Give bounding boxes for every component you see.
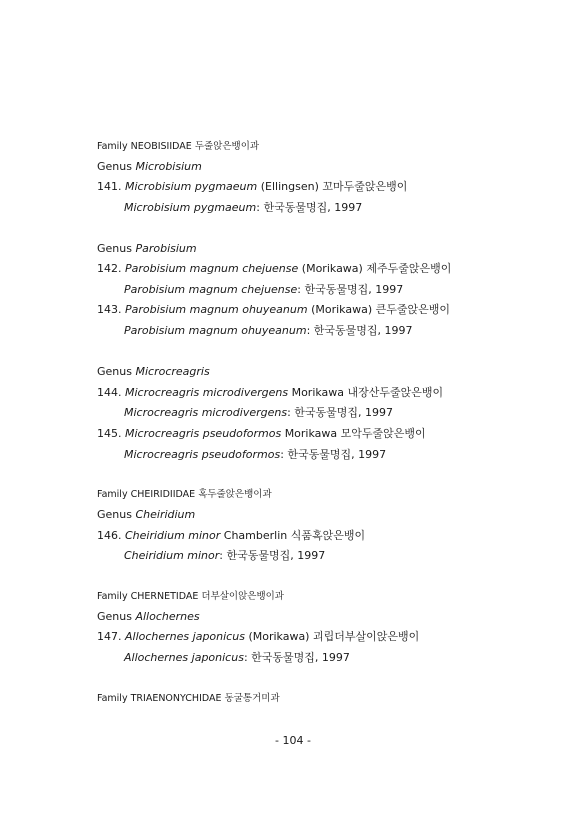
species-entry: 146. Cheiridium minor Chamberlin 식품혹앉은뱅이 [97, 529, 366, 542]
species-entry: 142. Parobisium magnum chejuense (Morikawa) 제주두줄앉은뱅이 [97, 262, 452, 275]
genus-heading: Genus Parobisium [97, 242, 197, 255]
species-entry: 143. Parobisium magnum ohuyeanum (Morikawa) 큰두줄앉은뱅이 [97, 303, 451, 316]
species-reference: Microcreagris microdivergens: 한국동물명집, 1997 [124, 406, 394, 419]
species-reference: Allochernes japonicus: 한국동물명집, 1997 [124, 651, 350, 664]
species-reference: Parobisium magnum ohuyeanum: 한국동물명집, 1997 [124, 324, 413, 337]
species-reference: Parobisium magnum chejuense: 한국동물명집, 1997 [124, 283, 404, 296]
species-entry: 147. Allochernes japonicus (Morikawa) 괴립더부살이앉은뱅이 [97, 630, 420, 643]
species-reference: Microbisium pygmaeum: 한국동물명집, 1997 [124, 201, 363, 214]
species-reference: Cheiridium minor: 한국동물명집, 1997 [124, 549, 326, 562]
species-entry: 141. Microbisium pygmaeum (Ellingsen) 꼬마두줄앉은뱅이 [97, 180, 408, 193]
genus-heading: Genus Microcreagris [97, 365, 210, 378]
genus-heading: Genus Microbisium [97, 160, 202, 173]
species-reference: Microcreagris pseudoformos: 한국동물명집, 1997 [124, 448, 387, 461]
family-heading: Family CHEIRIDIIDAE 혹두줄앉은뱅이과 [97, 489, 272, 500]
family-heading: Family CHERNETIDAE 더부살이앉은뱅이과 [97, 591, 284, 602]
family-heading: Family NEOBISIIDAE 두줄앉은뱅이과 [97, 141, 260, 152]
genus-heading: Genus Cheiridium [97, 508, 196, 521]
species-entry: 145. Microcreagris pseudoformos Morikawa 모악두줄앉은뱅이 [97, 427, 426, 440]
species-entry: 144. Microcreagris microdivergens Morikawa 내장산두줄앉은뱅이 [97, 386, 444, 399]
genus-heading: Genus Allochernes [97, 610, 200, 623]
page-number: - 104 - [275, 734, 311, 747]
family-heading: Family TRIAENONYCHIDAE 동굴통거미과 [97, 693, 280, 704]
